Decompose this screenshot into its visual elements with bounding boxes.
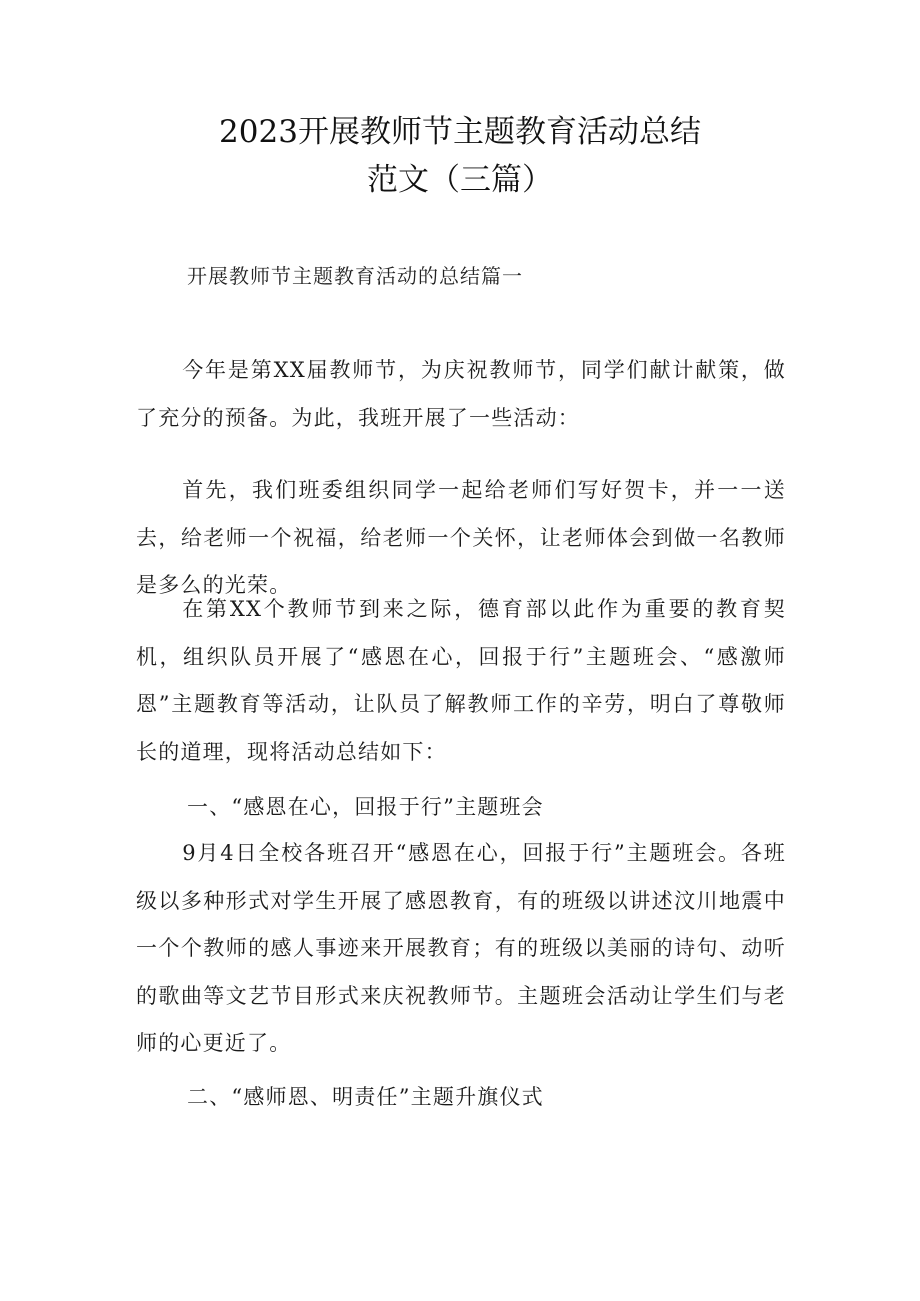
paragraph-2: 首先，我们班委组织同学一起给老师们写好贺卡，并一一送去，给老师一个祝福，给老师一个关怀，让老师体会到做一名教师是多么的光荣。: [136, 478, 786, 597]
subheading-1: 一、“感恩在心，回报于行”主题班会: [187, 795, 544, 819]
document-title-line2: 范文（三篇）: [367, 162, 553, 198]
subheading-2: 二、“感师恩、明责任”主题升旗仪式: [187, 1085, 544, 1109]
paragraph-4: 9月4日全校各班召开“感恩在心，回报于行”主题班会。各班级以多种形式对学生开展了感恩教育，有的班级以讲述汶川地震中一个个教师的感人事迹来开展教育；有的班级以美丽的诗句、动听的歌曲等文艺节目形式来庆祝教师节。主题班会活动让学生们与老师的心更近了。: [136, 841, 786, 1055]
document-title-line1: 2023开展教师节主题教育活动总结: [219, 114, 701, 150]
paragraph-3: 在第XX个教师节到来之际，德育部以此作为重要的教育契机，组织队员开展了“感恩在心，回报于行”主题班会、“感激师恩”主题教育等活动，让队员了解教师工作的辛劳，明白了尊敬师长的道理，现将活动总结如下：: [136, 597, 786, 764]
section-heading: 开展教师节主题教育活动的总结篇一: [187, 264, 523, 288]
paragraph-1: 今年是第XX届教师节，为庆祝教师节，同学们献计献策，做了充分的预备。为此，我班开展了一些活动：: [136, 358, 786, 430]
